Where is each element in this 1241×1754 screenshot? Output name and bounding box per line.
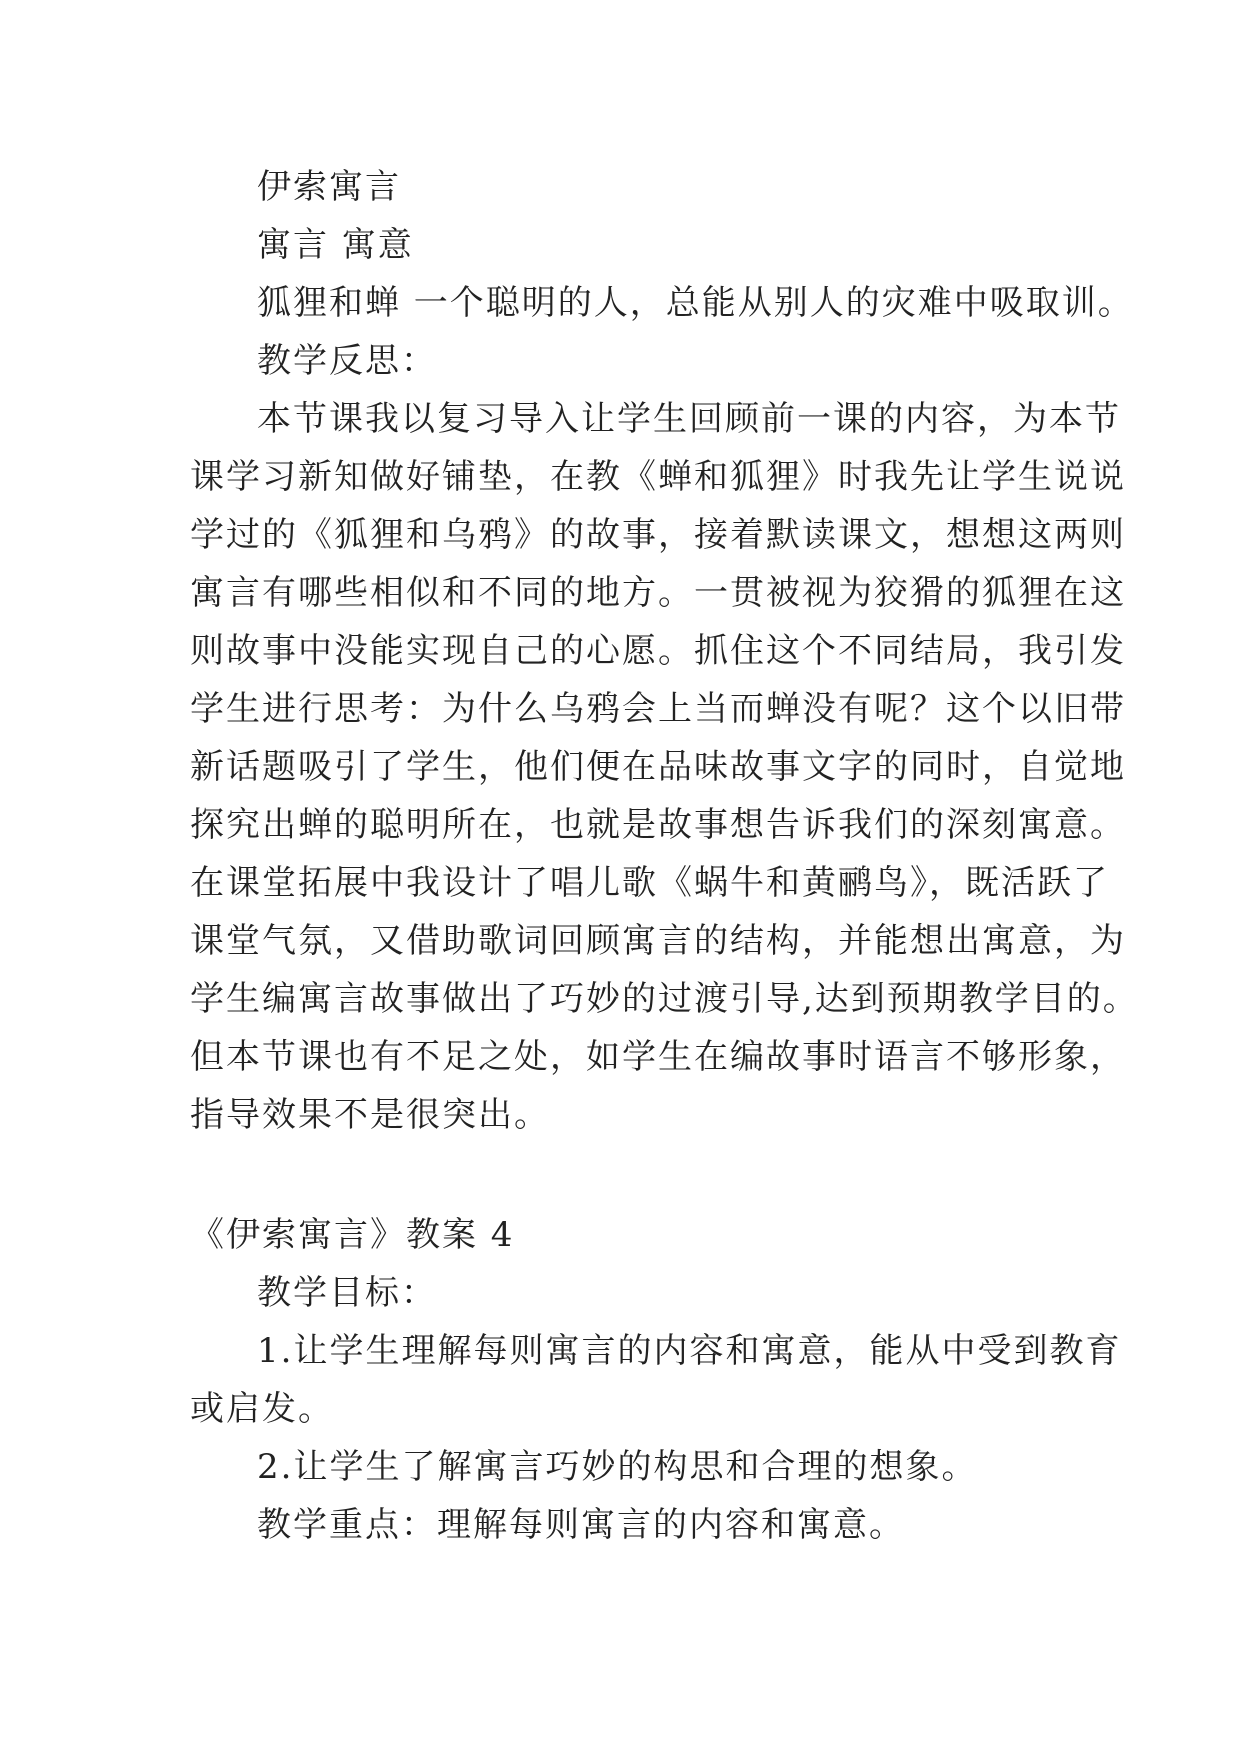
paragraph-line: 课堂气氛，又借助歌词回顾寓言的结构，并能想出寓意，为 [190,921,1126,961]
paragraph-line: 学生编寓言故事做出了巧妙的过渡引导,达到预期教学目的。 [190,979,1139,1019]
paragraph-line: 探究出蝉的聪明所在，也就是故事想告诉我们的深刻寓意。 [190,805,1126,845]
paragraph-line: 在课堂拓展中我设计了唱儿歌《蜗牛和黄鹂鸟》，既活跃了 [190,863,1109,903]
key-point: 教学重点：理解每则寓言的内容和寓意。 [257,1505,905,1545]
reflection-heading: 教学反思： [257,341,437,381]
paragraph-line: 学过的《狐狸和乌鸦》的故事，接着默读课文，想想这两则 [190,515,1126,555]
table-header: 寓言 寓意 [257,225,414,265]
lesson-plan-title: 《伊索寓言》教案 4 [190,1215,515,1255]
paragraph-line: 则故事中没能实现自己的心愿。抓住这个不同结局，我引发 [190,631,1126,671]
section-title: 伊索寓言 [257,167,401,207]
paragraph-line: 学生进行思考：为什么乌鸦会上当而蝉没有呢？这个以旧带 [190,689,1126,729]
paragraph-line: 新话题吸引了学生，他们便在品味故事文字的同时，自觉地 [190,747,1126,787]
objectives-heading: 教学目标： [257,1273,437,1313]
table-row: 狐狸和蝉 一个聪明的人，总能从别人的灾难中吸取训。 [257,283,1134,323]
objective-2: 2.让学生了解寓言巧妙的构思和合理的想象。 [257,1447,978,1487]
paragraph-line: 本节课我以复习导入让学生回顾前一课的内容，为本节 [257,399,1121,439]
paragraph-line: 寓言有哪些相似和不同的地方。一贯被视为狡猾的狐狸在这 [190,573,1126,613]
paragraph-line: 指导效果不是很突出。 [190,1095,550,1135]
paragraph-line: 课学习新知做好铺垫，在教《蝉和狐狸》时我先让学生说说 [190,457,1126,497]
objective-1-line-1: 1.让学生理解每则寓言的内容和寓意，能从中受到教育 [257,1331,1122,1371]
objective-1-line-2: 或启发。 [190,1389,334,1429]
paragraph-line: 但本节课也有不足之处，如学生在编故事时语言不够形象， [190,1037,1126,1077]
